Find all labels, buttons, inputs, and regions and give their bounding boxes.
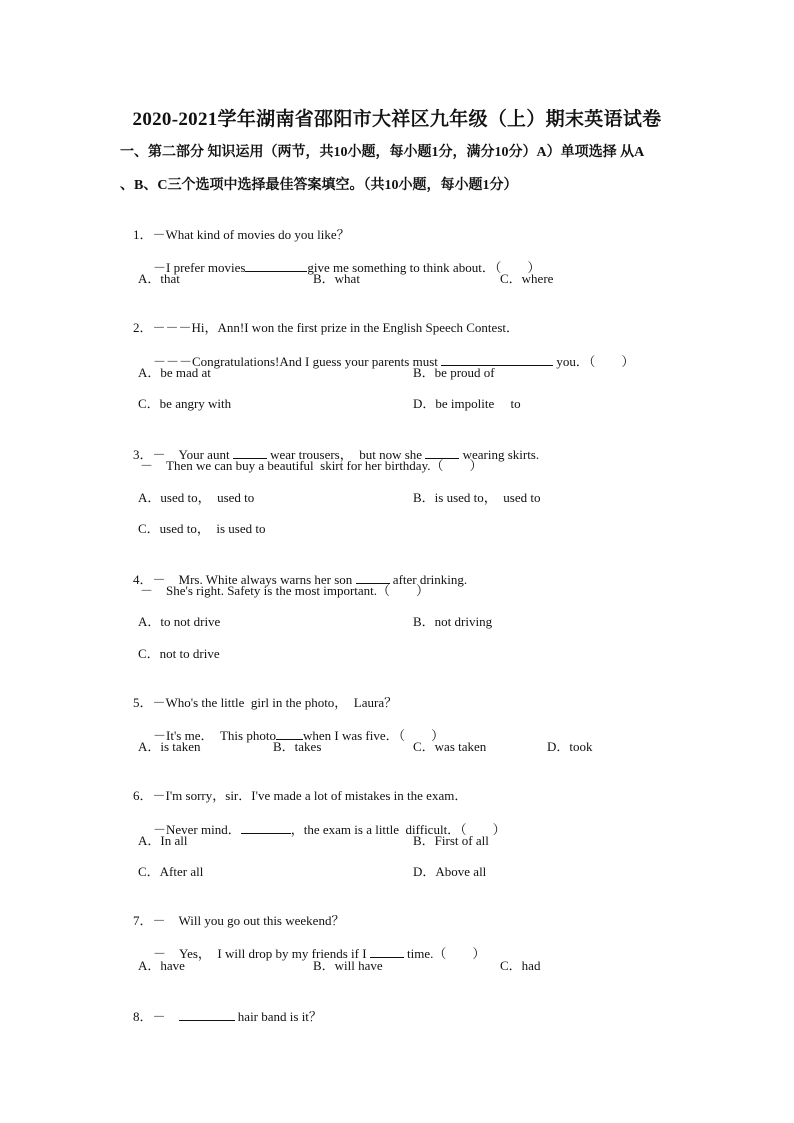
answer-blank[interactable]: [179, 1006, 235, 1021]
option-a: A．is taken: [138, 739, 201, 754]
option-b: B．is used to， used to: [413, 490, 541, 505]
option-a: A．to not drive: [138, 614, 221, 629]
question-stem: － Mrs. White always warns her son: [152, 572, 353, 587]
question-number: 4．: [133, 572, 153, 587]
option-c: C．where: [500, 271, 554, 286]
question-stem: wear trousers， but now she: [270, 447, 423, 462]
option-b: B．not driving: [413, 614, 493, 629]
option-c: C．After all: [138, 864, 204, 879]
section-heading: [120, 136, 680, 202]
answer-blank[interactable]: [370, 943, 404, 958]
answer-blank[interactable]: [241, 819, 291, 834]
option-b: B．be proud of: [413, 365, 495, 380]
reply-text: －I prefer movies: [153, 260, 246, 275]
question-stem: － Will you go out this weekend？: [152, 913, 345, 928]
question-number: 2．: [133, 320, 153, 335]
question-number: 1．: [133, 227, 153, 242]
question-number: 3．: [133, 447, 153, 462]
reply-text: ，the exam is a little difficult．（ ）: [290, 822, 506, 837]
answer-blank[interactable]: [245, 257, 307, 272]
option-c: C．be angry with: [138, 396, 232, 411]
reply-text: you．（ ）: [553, 354, 635, 369]
reply-text: －－－Congratulations!And I guess your parents must: [153, 354, 438, 369]
question-number: 8．: [133, 1009, 153, 1024]
option-d: D．took: [547, 739, 593, 754]
section-heading-line-2: 、B、C三个选项中选择最佳答案填空。（共10小题，每小题1分）: [120, 178, 518, 193]
option-c: C．was taken: [413, 739, 487, 754]
question-stem: － Your aunt: [152, 447, 230, 462]
question-3-reply: － Then we can buy a beautiful skirt for her birthday.（ ）: [140, 458, 483, 473]
question-stem: －What kind of movies do you like？: [152, 227, 350, 242]
question-number: 5．: [133, 695, 153, 710]
question-number: 7．: [133, 913, 153, 928]
option-a: A．that: [138, 271, 180, 286]
option-a: A．have: [138, 958, 185, 973]
reply-text: －Never mind．: [153, 822, 241, 837]
question-8: [120, 988, 322, 1044]
reply-text: time.（ ）: [407, 946, 486, 961]
question-stem: －Who's the little girl in the photo， Laura？: [152, 695, 398, 710]
question-stem: after drinking.: [392, 572, 468, 587]
reply-text: － Yes， I will drop by my friends if I: [153, 946, 367, 961]
option-c: C．used to， is used to: [138, 521, 266, 536]
option-a: A．be mad at: [138, 365, 211, 380]
question-number: 6．: [133, 788, 153, 803]
option-b: B．what: [313, 271, 360, 286]
question-stem: hair band is it？: [237, 1009, 322, 1024]
exam-title: 2020-2021学年湖南省邵阳市大祥区九年级（上）期末英语试卷: [132, 109, 662, 130]
option-b: B．will have: [313, 958, 383, 973]
question-2-reply: [140, 333, 634, 389]
question-stem: －: [152, 1009, 166, 1024]
option-d: D．Above all: [413, 864, 487, 879]
reply-text: give me something to think about．（ ）: [307, 260, 541, 275]
question-stem: wearing skirts.: [462, 447, 540, 462]
option-c: C．not to drive: [138, 646, 220, 661]
option-a: A．In all: [138, 833, 188, 848]
option-b: B．takes: [273, 739, 322, 754]
question-stem: －－－Hi，Ann!I won the first prize in the English Speech Contest．: [152, 320, 519, 335]
option-b: B．First of all: [413, 833, 489, 848]
question-stem: －I'm sorry，sir．I've made a lot of mistakes in the exam．: [152, 788, 468, 803]
option-c: C．had: [500, 958, 541, 973]
reply-text: －It's me． This photo: [153, 728, 276, 743]
question-4-reply: － She's right. Safety is the most important.（ ）: [140, 583, 430, 598]
option-a: A．used to， used to: [138, 490, 255, 505]
section-heading-line-1: 一、第二部分 知识运用（两节，共10小题，每小题1分，满分10分）A）单项选择 从A: [120, 145, 645, 160]
option-d: D．be impolite to: [413, 396, 521, 411]
reply-text: when I was five．（ ）: [302, 728, 445, 743]
